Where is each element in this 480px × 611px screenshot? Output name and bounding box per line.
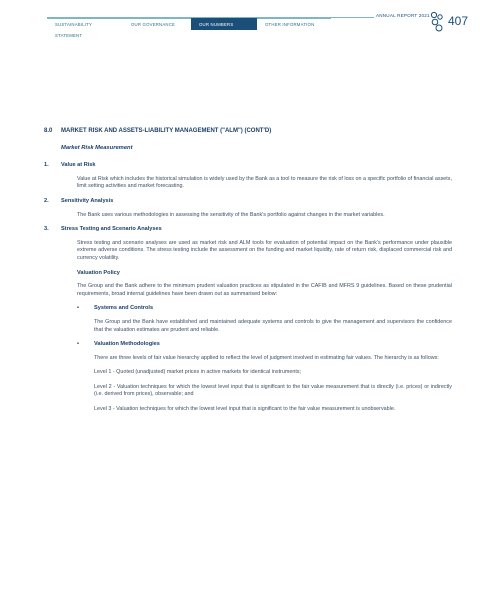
bullet-title: Systems and Controls bbox=[94, 305, 154, 312]
page-number: 407 bbox=[448, 14, 469, 28]
bullet-paragraph: There are three levels of fair value hierarchy applied to reflect the level of judgment involved in estimating fair values. The hierarchy is as follows: bbox=[94, 354, 439, 361]
valuation-policy-title: Valuation Policy bbox=[77, 269, 120, 276]
bullet-paragraph-level-2: Level 2 - Valuation techniques for which the lowest level input that is significant to the fair value measurement that is directly (i.e. prices) or indirectly (i.e. derived from prices), observable; and bbox=[94, 383, 452, 398]
item-number: 2. bbox=[44, 197, 49, 204]
bullet-systems-and-controls bbox=[77, 305, 452, 313]
item-text: Stress testing and scenario analyses are used as market risk and ALM tools for evaluation of potential impact on the Bank's performance under plausible extreme adverse conditions. The stress testing include the assessment on the funding and market liquidity, rate of return risk, displaced commercial risk and currency volatility. bbox=[77, 239, 452, 261]
section-number: 8.0 bbox=[44, 128, 53, 134]
item-text: The Bank uses various methodologies in assessing the sensitivity of the Bank's portfolio against changes in the market variables. bbox=[77, 211, 385, 218]
document-body bbox=[44, 128, 452, 421]
section-title bbox=[44, 128, 452, 136]
list-item-sensitivity-analysis bbox=[44, 198, 452, 219]
item-title: Stress Testing and Scenario Analyses bbox=[61, 226, 162, 233]
item-heading bbox=[44, 198, 452, 206]
bullet-title: Valuation Methodologies bbox=[94, 341, 160, 348]
list-item-value-at-risk bbox=[44, 162, 452, 191]
bank-logo-icon bbox=[430, 11, 444, 33]
tab-our-governance[interactable]: OUR GOVERNANCE bbox=[123, 18, 191, 30]
bullet-paragraph-level-1: Level 1 - Quoted (unadjusted) market prices in active markets for identical instruments; bbox=[94, 369, 302, 376]
bullet-paragraph-level-3: Level 3 - Valuation techniques for which the lowest level input that is significant to the fair value measurement is unobservable. bbox=[94, 406, 396, 413]
list-item-stress-testing bbox=[44, 226, 452, 262]
tab-our-numbers[interactable]: OUR NUMBERS bbox=[191, 18, 257, 30]
tab-other-information[interactable]: OTHER INFORMATION bbox=[257, 18, 331, 30]
tab-sustainability-statement[interactable]: SUSTAINABILITY STATEMENT bbox=[47, 18, 123, 30]
valuation-policy-text: The Group and the Bank adhere to the minimum prudent valuation practices as stipulated in the CAFIB and MFRS 9 guidelines. Based on these prudential requirements, broad internal guidelines have been drawn out as summarised below: bbox=[77, 283, 452, 297]
bullet-icon: • bbox=[77, 305, 79, 312]
bullet-valuation-methodologies bbox=[77, 341, 452, 349]
bullet-paragraph: The Group and the Bank have established and maintained adequate systems and controls to give the management and supervisors the confidence that the valuation estimates are prudent and reliable. bbox=[94, 318, 452, 333]
item-heading bbox=[44, 226, 452, 234]
section-nav bbox=[47, 18, 331, 38]
item-number: 3. bbox=[44, 226, 49, 233]
section-title-text: MARKET RISK AND ASSETS-LIABILITY MANAGEMENT ("ALM") (CONT'D) bbox=[61, 128, 272, 134]
subheading: Market Risk Measurement bbox=[61, 144, 133, 151]
item-heading bbox=[44, 162, 452, 170]
item-number: 1. bbox=[44, 162, 49, 169]
item-title: Value at Risk bbox=[61, 162, 96, 169]
item-text: Value at Risk which includes the historical simulation is widely used by the Bank as a tool to measure the risk of loss on a specific portfolio of financial assets, limit setting activities and market forecasting. bbox=[77, 175, 452, 190]
bullet-icon: • bbox=[77, 341, 79, 348]
report-title: ANNUAL REPORT 2021 bbox=[376, 13, 430, 18]
item-title: Sensitivity Analysis bbox=[61, 197, 114, 204]
